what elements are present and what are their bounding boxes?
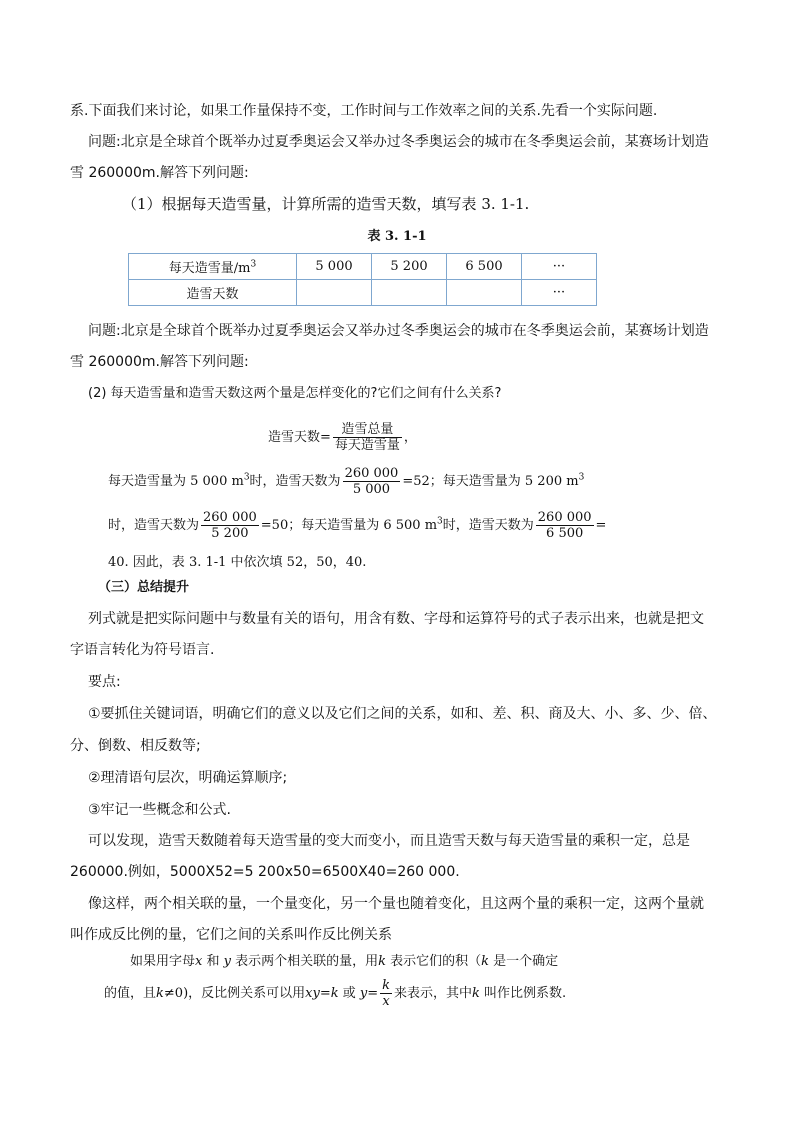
table-cell: 6 500 xyxy=(447,254,522,280)
table-cell xyxy=(297,280,372,306)
table-row xyxy=(129,254,597,280)
table-row xyxy=(129,280,597,306)
formula-main: 造雪天数= $\frac{\text{造雪总量}}{\text{每天造雪量}}$ ， xyxy=(268,422,417,453)
para-intro: 系.下面我们来讨论，如果工作量保持不变，工作时间与工作效率之间的关系.先看一个实际问题. xyxy=(70,103,658,119)
definition-line-2: 的值，且k≠0)，反比例关系可以用xy=k 或 y= $\frac{k}{x}$ 来表示，其中k 叫作比例系数. xyxy=(104,978,567,1009)
key-point-1: ①要抓住关键词语，明确它们的意义以及它们之间的关系，如和、差、积、商及大、小、多、少、倍、 xyxy=(88,706,717,722)
key-point-3: ③牢记一些概念和公式. xyxy=(88,802,232,818)
formula-line-2: 时，造雪天数为 $\frac{260 000}{5 200}$ =50；每天造雪量为 6 500 $m^3$时，造雪天数为 $\frac{260 000}{6 500}$ = xyxy=(108,510,607,541)
table-cell: ··· xyxy=(522,254,597,280)
question-1: （1）根据每天造雪量，计算所需的造雪天数，填写表 3. 1-1. xyxy=(122,195,530,213)
key-point-2: ②理清语句层次，明确运算顺序; xyxy=(88,770,288,786)
table-cell xyxy=(447,280,522,306)
para-observation-cont: 260000.例如，5000X52=5 200x50=6500X40=260 000. xyxy=(70,864,460,880)
section-heading: （三）总结提升 xyxy=(98,580,190,595)
problem-text-2: 问题:北京是全球首个既举办过夏季奥运会又举办过冬季奥运会的城市在冬季奥运会前，某赛场计划造 xyxy=(88,323,709,339)
para-definition-cont: 叫作成反比例的量，它们之间的关系叫作反比例关系 xyxy=(70,927,392,943)
key-points-label: 要点: xyxy=(88,674,121,690)
question-2: (2) 每天造雪量和造雪天数这两个量是怎样变化的?它们之间有什么关系? xyxy=(88,386,502,401)
para-summary-cont: 字语言转化为符号语言. xyxy=(70,642,215,658)
problem-text-1: 问题:北京是全球首个既举办过夏季奥运会又举办过冬季奥运会的城市在冬季奥运会前，某赛场计划造 xyxy=(88,134,709,150)
key-point-1-cont: 分、倒数、相反数等; xyxy=(70,738,201,754)
definition-line-1: 如果用字母x 和 y 表示两个相关联的量，用k 表示它们的积（k 是一个确定 xyxy=(130,954,559,969)
table-caption: 表 3. 1-1 xyxy=(367,229,427,244)
table-header-cell: 每天造雪量$/m^3$ xyxy=(129,254,297,280)
formula-line-3: 40. 因此，表 3. 1-1 中依次填 52，50，40. xyxy=(108,555,367,570)
snow-table xyxy=(128,253,597,306)
table-cell: 5 200 xyxy=(372,254,447,280)
problem-text-2-cont: 雪 260000m.解答下列问题: xyxy=(70,354,249,370)
formula-line-1: 每天造雪量为 5 000 $m^3$时，造雪天数为 $\frac{260 000}{5 000}$ =52；每天造雪量为 5 200 $m^3$ xyxy=(108,466,585,497)
table-cell: 5 000 xyxy=(297,254,372,280)
table-header-cell: 造雪天数 xyxy=(129,280,297,306)
para-observation: 可以发现，造雪天数随着每天造雪量的变大而变小，而且造雪天数与每天造雪量的乘积一定，总是 xyxy=(88,833,690,849)
para-definition: 像这样，两个相关联的量，一个量变化，另一个量也随着变化，且这两个量的乘积一定，这两个量就 xyxy=(88,896,704,912)
table-cell: ··· xyxy=(522,280,597,306)
problem-text-1-cont: 雪 260000m.解答下列问题: xyxy=(70,165,249,181)
para-summary: 列式就是把实际问题中与数量有关的语句，用含有数、字母和运算符号的式子表示出来，也就是把文 xyxy=(88,611,704,627)
table-cell xyxy=(372,280,447,306)
